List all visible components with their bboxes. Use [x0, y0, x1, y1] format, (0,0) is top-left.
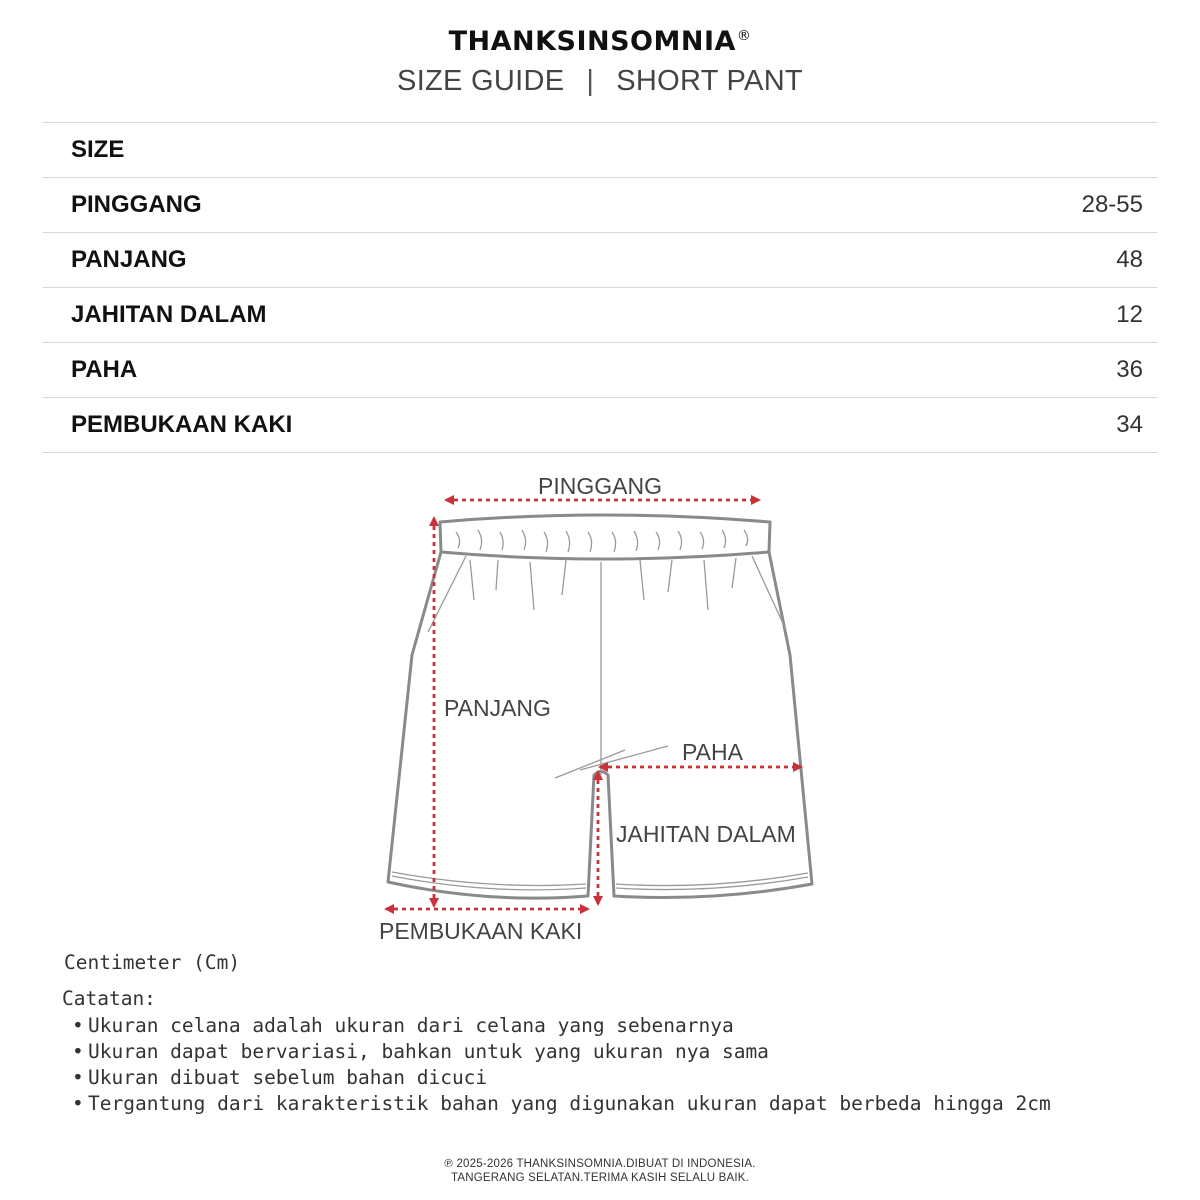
diagram-label-leg-opening: PEMBUKAAN KAKI — [379, 918, 583, 944]
list-item: • Ukuran dibuat sebelum bahan dicuci — [72, 1065, 1051, 1091]
row-label-inseam: JAHITAN DALAM — [71, 301, 267, 328]
product-title: SHORT PANT — [616, 65, 803, 97]
row-value-inseam: 12 — [1116, 301, 1143, 328]
row-label-thigh: PAHA — [71, 356, 138, 383]
diagram-label-waist: PINGGANG — [538, 473, 662, 499]
unit-label: Centimeter (Cm) — [64, 951, 241, 974]
row-value-length: 48 — [1116, 246, 1143, 273]
title-separator: | — [586, 65, 595, 97]
diagram-label-length: PANJANG — [444, 695, 551, 721]
list-item: • Tergantung dari karakteristik bahan yang digunakan ukuran dapat berbeda hingga 2cm — [72, 1091, 1051, 1117]
list-item: • Ukuran celana adalah ukuran dari celana yang sebenarnya — [72, 1013, 1051, 1039]
diagram-label-thigh: PAHA — [682, 739, 743, 765]
list-item: • Ukuran dapat bervariasi, bahkan untuk yang ukuran nya sama — [72, 1039, 1051, 1065]
registered-mark: ® — [736, 28, 752, 44]
row-value-waist: 28-55 — [1081, 191, 1143, 218]
brand-name: THANKSINSOMNIA — [448, 26, 736, 57]
notes-list — [72, 1013, 1051, 1117]
row-label-waist: PINGGANG — [71, 191, 202, 218]
row-value-leg-opening: 34 — [1116, 411, 1143, 438]
diagram-label-inseam: JAHITAN DALAM — [616, 821, 796, 847]
table-header-label: SIZE — [71, 136, 125, 163]
row-label-length: PANJANG — [71, 246, 187, 273]
page-footer — [0, 1157, 1200, 1185]
footer-line-2: TANGERANG SELATAN.TERIMA KASIH SELALU BAIK. — [450, 1172, 750, 1184]
footer-line-1: ℗ 2025-2026 THANKSINSOMNIA.DIBUAT DI INDONESIA. — [444, 1158, 756, 1170]
notes-title: Catatan: — [62, 987, 156, 1010]
guide-title: SIZE GUIDE — [397, 65, 565, 97]
row-value-thigh: 36 — [1116, 356, 1143, 383]
row-label-leg-opening: PEMBUKAAN KAKI — [71, 411, 293, 438]
